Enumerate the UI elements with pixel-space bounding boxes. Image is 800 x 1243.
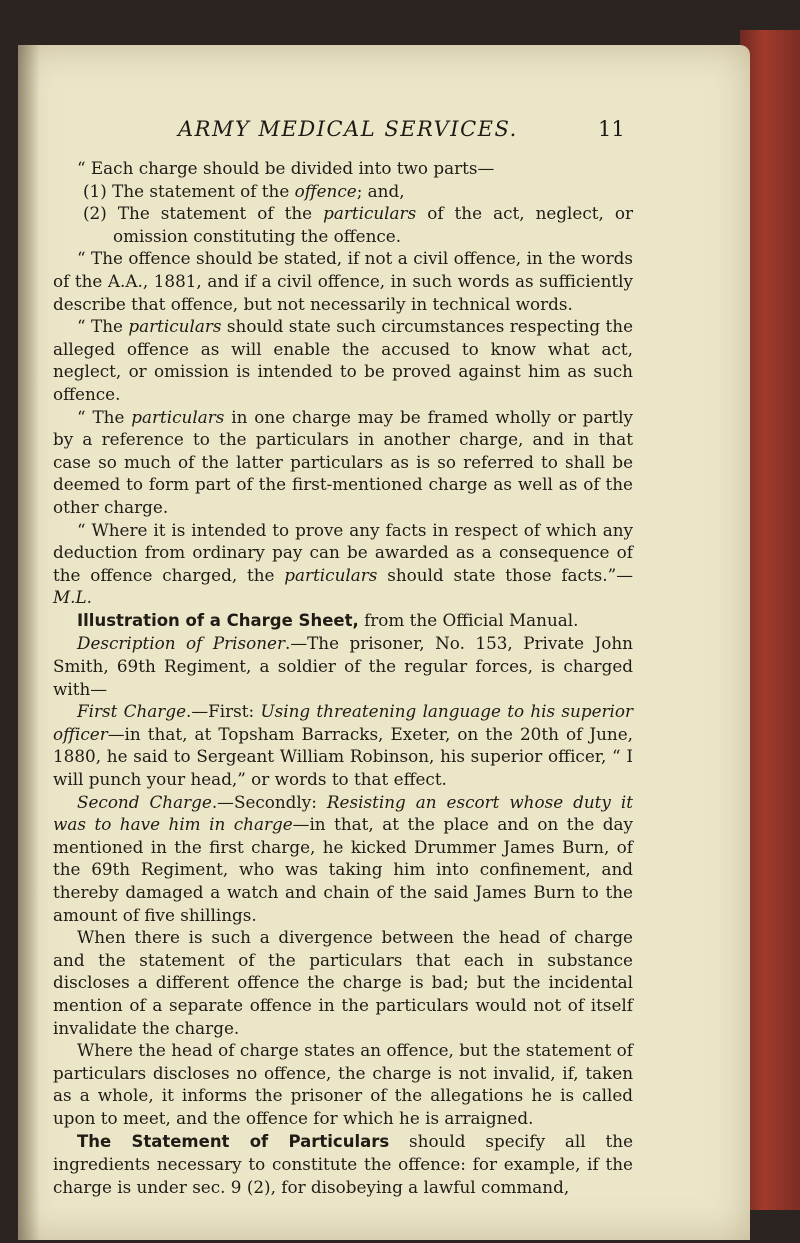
paragraph-second-charge: [53, 791, 633, 927]
page-number: 11: [598, 117, 625, 141]
paragraph-head-of-charge: Where the head of charge states an offence, but the statement of particulars discloses no offence, the charge is not invalid, if, taken as a whole, it informs the prisoner of the allegations he is called upon to meet, and the offence for which he is arraigned.: [53, 1040, 633, 1128]
section-heading: Illustration of a Charge Sheet,: [77, 610, 359, 630]
text: —in that, at the place and on the day mentioned in the first charge, he kicked Drummer James Burn, of the 69th Regiment, who was taking him into confinement, and thereby damaged a watch and chain of the said James Burn to the amount of five shillings.: [53, 814, 633, 925]
text: should specify all the ingredients necessary to constitute the offence: for example, if the charge is under sec. 9 (2), for disobeying a lawful command,: [53, 1130, 633, 1197]
italic-term: particulars: [323, 203, 417, 224]
text: in one charge may be framed wholly or partly by a reference to the particulars in another charge, and in that case so much of the latter particulars as is so referred to shall be deemed to form part of the first-mentioned charge as well as of the other charge.: [53, 406, 633, 517]
italic-term: offence: [294, 180, 357, 201]
item-text: ; and,: [356, 180, 405, 201]
paragraph-statement-particulars: [53, 1130, 633, 1199]
text: from the Official Manual.: [358, 609, 579, 630]
italic-term: Using threatening language to his superior officer: [53, 701, 634, 744]
italic-term: particulars: [128, 316, 222, 337]
italic-term: Second Charge: [77, 791, 212, 812]
text: should state those facts.”—: [377, 564, 633, 585]
text: —in that, at Topsham Barracks, Exeter, on the 20th of June, 1880, he said to Sergeant William Robinson, his superior officer, “ I will punch your head,” or words to that effect.: [53, 723, 633, 790]
item-number: (1): [83, 180, 107, 201]
italic-term: Resisting an escort whose duty it was to have him in charge: [53, 791, 633, 835]
paragraph-divergence: When there is such a divergence between the head of charge and the statement of the particulars that each in substance discloses a different offence the charge is bad; but the incidental mention of a separate offence in the particulars would not of itself invalidate the charge.: [53, 927, 633, 1038]
section-heading: The Statement of Particulars: [77, 1131, 390, 1151]
list-item-offence: [53, 180, 633, 203]
text: .—Secondly:: [211, 791, 327, 812]
list-item-particulars: [53, 202, 633, 247]
text: .—First:: [186, 701, 261, 722]
text: “ The: [77, 406, 132, 427]
item-text: of the act, neglect, or omission constituting the offence.: [113, 203, 633, 246]
book-page: [18, 45, 750, 1240]
paragraph-illustration-heading: [53, 609, 633, 633]
text: “ Where it is intended to prove any facts in respect of which any deduction from ordinary pay can be awarded as a consequence of the offence charged, the: [53, 519, 633, 585]
running-head: ARMY MEDICAL SERVICES.: [178, 117, 518, 141]
item-text: The statement of the: [117, 203, 324, 224]
paragraph-offence-stated: “ The offence should be stated, if not a civil offence, in the words of the A.A., 1881, and if a civil offence, in such words as sufficiently describe that offence, but not necessarily in technical words.: [53, 248, 633, 314]
paragraph-first-charge: [53, 700, 633, 790]
page-body: [53, 157, 633, 1198]
citation: M.L.: [53, 587, 92, 608]
paragraph-particulars-state: [53, 315, 633, 405]
spine-shadow: [18, 45, 40, 1240]
paragraph-deduction: [53, 519, 633, 609]
italic-term: particulars: [131, 406, 225, 427]
italic-term: particulars: [284, 564, 378, 585]
paragraph-particulars-framed: [53, 406, 633, 519]
text: should state such circumstances respecting the alleged offence as will enable the accused to know what act, neglect, or omission is intended to be proved against him as such offence.: [53, 316, 633, 404]
page-header: [18, 117, 750, 147]
paragraph-intro: “ Each charge should be divided into two parts—: [77, 158, 495, 178]
paragraph-description-prisoner: [53, 632, 633, 700]
item-number: (2): [83, 203, 107, 224]
item-text: The statement of the: [112, 180, 295, 201]
text: .—The prisoner, No. 153, Private John Smith, 69th Regiment, a soldier of the regular forces, is charged with—: [53, 633, 633, 699]
text: “ The: [77, 316, 129, 337]
italic-term: First Charge: [77, 701, 187, 722]
italic-term: Description of Prisoner: [77, 633, 285, 654]
